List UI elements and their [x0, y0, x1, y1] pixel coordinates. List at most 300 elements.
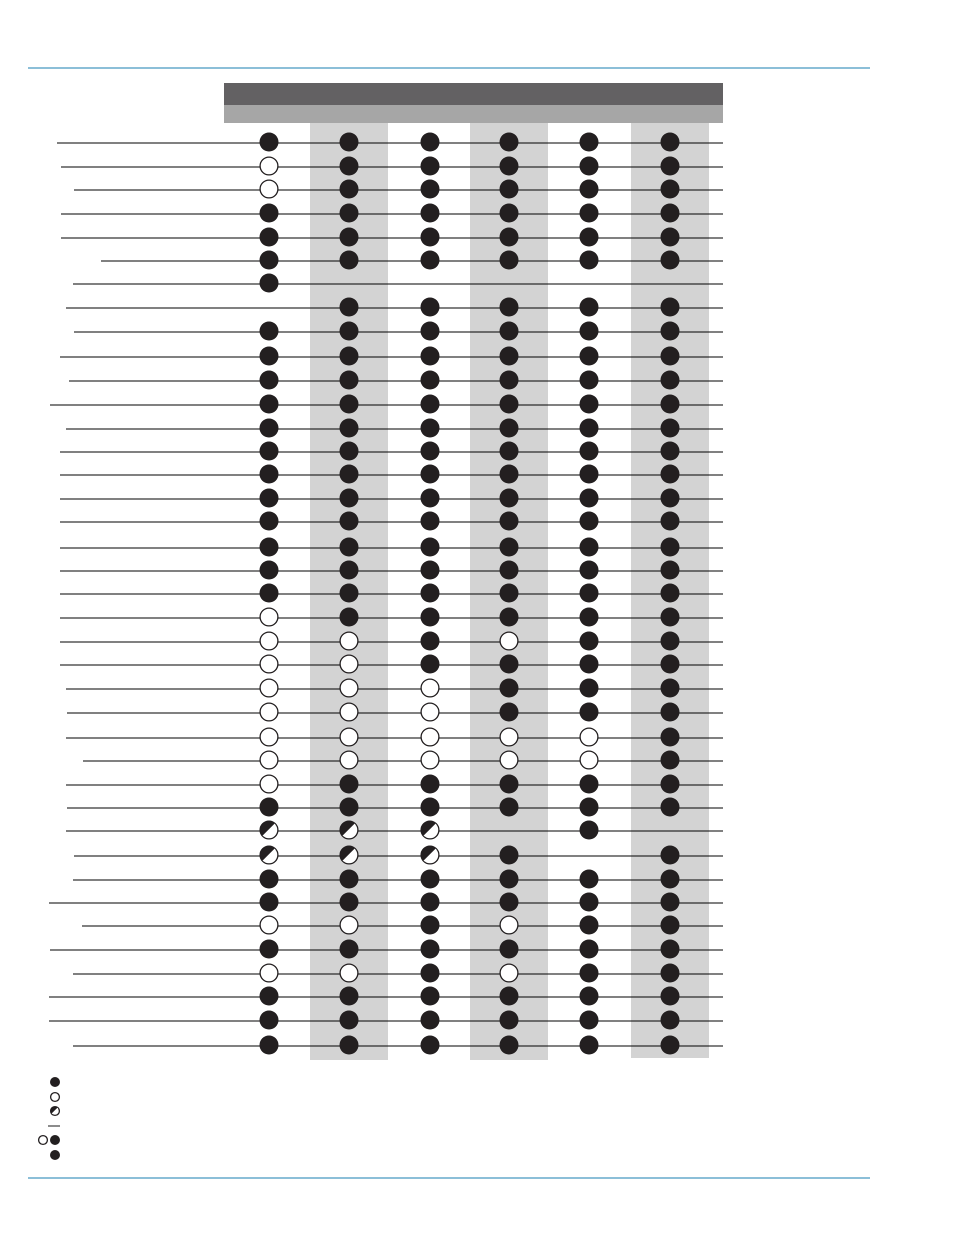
dot-fill — [500, 133, 519, 152]
empty-dot-icon — [340, 632, 358, 650]
filled-dot-icon — [580, 347, 599, 366]
filled-dot-icon — [580, 703, 599, 722]
filled-dot-icon — [340, 893, 359, 912]
dot-fill — [421, 251, 440, 270]
filled-dot-icon — [580, 775, 599, 794]
filled-dot-icon — [500, 870, 519, 889]
dot-outline — [340, 964, 358, 982]
dot-fill — [500, 442, 519, 461]
dot-fill — [661, 987, 680, 1006]
dot-fill — [340, 228, 359, 247]
dot-outline — [260, 751, 278, 769]
dot-fill — [500, 465, 519, 484]
dot-fill — [580, 1036, 599, 1055]
filled-dot-icon — [421, 298, 440, 317]
dot-fill — [580, 821, 599, 840]
matrix-row — [60, 347, 723, 366]
dot-fill — [580, 157, 599, 176]
dot-outline — [500, 751, 518, 769]
dot-fill — [580, 655, 599, 674]
filled-dot-icon — [421, 465, 440, 484]
matrix-row — [82, 916, 723, 935]
filled-dot-icon — [421, 584, 440, 603]
filled-dot-icon — [260, 798, 279, 817]
dot-fill — [260, 987, 279, 1006]
filled-dot-icon — [340, 940, 359, 959]
dot-fill — [661, 964, 680, 983]
dot-fill — [500, 228, 519, 247]
filled-dot-icon — [340, 870, 359, 889]
legend — [39, 1077, 60, 1160]
empty-dot-icon — [340, 728, 358, 746]
dot-fill — [661, 395, 680, 414]
dot-fill — [421, 157, 440, 176]
filled-dot-icon — [500, 251, 519, 270]
dot-fill — [661, 180, 680, 199]
filled-dot-icon — [421, 395, 440, 414]
dot-outline — [51, 1093, 60, 1102]
matrix-row — [66, 821, 723, 840]
filled-dot-icon — [500, 157, 519, 176]
dot-fill — [421, 489, 440, 508]
filled-dot-icon — [421, 157, 440, 176]
filled-dot-icon — [421, 1011, 440, 1030]
dot-fill — [421, 298, 440, 317]
dot-fill — [661, 347, 680, 366]
dot-fill — [260, 465, 279, 484]
dot-fill — [661, 751, 680, 770]
legend-item — [39, 1135, 60, 1145]
dot-outline — [340, 632, 358, 650]
dot-fill — [340, 538, 359, 557]
dot-fill — [580, 632, 599, 651]
dot-fill — [340, 798, 359, 817]
dot-fill — [421, 204, 440, 223]
dot-fill — [340, 395, 359, 414]
dot-outline — [340, 728, 358, 746]
filled-dot-icon — [500, 775, 519, 794]
filled-dot-icon — [340, 561, 359, 580]
dot-fill — [661, 655, 680, 674]
matrix-row — [83, 751, 723, 770]
dot-fill — [661, 584, 680, 603]
matrix-row — [60, 584, 723, 603]
filled-dot-icon — [580, 1036, 599, 1055]
filled-dot-icon — [580, 1011, 599, 1030]
filled-dot-icon — [500, 371, 519, 390]
filled-dot-icon — [421, 204, 440, 223]
filled-dot-icon — [500, 465, 519, 484]
filled-dot-icon — [580, 538, 599, 557]
dot-outline — [260, 728, 278, 746]
dot-fill — [500, 489, 519, 508]
dot-outline — [260, 703, 278, 721]
filled-dot-icon — [260, 419, 279, 438]
dot-fill — [421, 1011, 440, 1030]
filled-dot-icon — [421, 632, 440, 651]
dot-fill — [580, 512, 599, 531]
dot-fill — [500, 846, 519, 865]
empty-dot-icon — [260, 157, 278, 175]
matrix-row — [60, 465, 723, 484]
dot-fill — [421, 893, 440, 912]
empty-dot-icon — [260, 655, 278, 673]
dot-fill — [500, 561, 519, 580]
dot-fill — [580, 251, 599, 270]
empty-dot-icon — [421, 703, 439, 721]
filled-dot-icon — [661, 204, 680, 223]
dot-fill — [661, 703, 680, 722]
dot-fill — [500, 322, 519, 341]
dot-outline — [421, 751, 439, 769]
dot-fill — [421, 538, 440, 557]
dot-fill — [661, 1036, 680, 1055]
dot-fill — [661, 512, 680, 531]
filled-dot-icon — [421, 322, 440, 341]
dot-fill — [421, 395, 440, 414]
matrix-row — [74, 846, 723, 865]
matrix-row — [67, 703, 723, 722]
filled-dot-icon — [661, 775, 680, 794]
filled-dot-icon — [580, 987, 599, 1006]
dot-fill — [500, 775, 519, 794]
half-filled-dot-icon — [260, 846, 278, 864]
filled-dot-icon — [340, 133, 359, 152]
filled-dot-icon — [661, 395, 680, 414]
filled-dot-icon — [661, 371, 680, 390]
filled-dot-icon — [500, 608, 519, 627]
filled-dot-icon — [340, 489, 359, 508]
dot-fill — [661, 489, 680, 508]
empty-dot-icon — [340, 964, 358, 982]
filled-dot-icon — [340, 371, 359, 390]
dot-fill — [340, 893, 359, 912]
empty-dot-icon — [500, 728, 518, 746]
dot-fill — [340, 347, 359, 366]
filled-dot-icon — [421, 608, 440, 627]
empty-dot-icon — [51, 1093, 60, 1102]
filled-dot-icon — [260, 347, 279, 366]
filled-dot-icon — [661, 893, 680, 912]
dot-fill — [500, 584, 519, 603]
filled-dot-icon — [421, 512, 440, 531]
empty-dot-icon — [500, 916, 518, 934]
dot-fill — [421, 775, 440, 794]
legend-item — [51, 1107, 60, 1116]
filled-dot-icon — [661, 489, 680, 508]
filled-dot-icon — [500, 584, 519, 603]
matrix-row — [60, 561, 723, 580]
filled-dot-icon — [661, 1011, 680, 1030]
dot-outline — [340, 916, 358, 934]
filled-dot-icon — [580, 798, 599, 817]
filled-dot-icon — [580, 228, 599, 247]
dot-fill — [661, 608, 680, 627]
filled-dot-icon — [500, 798, 519, 817]
filled-dot-icon — [340, 204, 359, 223]
filled-dot-icon — [421, 561, 440, 580]
filled-dot-icon — [260, 561, 279, 580]
dot-fill — [500, 157, 519, 176]
filled-dot-icon — [661, 347, 680, 366]
dot-fill — [500, 512, 519, 531]
filled-dot-icon — [500, 846, 519, 865]
filled-dot-icon — [340, 987, 359, 1006]
filled-dot-icon — [580, 893, 599, 912]
matrix-row — [61, 204, 723, 223]
matrix-row — [60, 442, 723, 461]
dot-fill — [260, 347, 279, 366]
dot-fill — [260, 251, 279, 270]
filled-dot-icon — [340, 419, 359, 438]
filled-dot-icon — [580, 465, 599, 484]
filled-dot-icon — [260, 228, 279, 247]
empty-dot-icon — [260, 679, 278, 697]
dot-fill — [340, 489, 359, 508]
empty-dot-icon — [580, 751, 598, 769]
half-filled-dot-icon — [340, 821, 358, 839]
filled-dot-icon — [260, 1011, 279, 1030]
filled-dot-icon — [661, 512, 680, 531]
filled-dot-icon — [340, 512, 359, 531]
dot-outline — [580, 728, 598, 746]
dot-outline — [260, 632, 278, 650]
matrix-row — [73, 274, 723, 293]
dot-outline — [260, 775, 278, 793]
dot-outline — [340, 703, 358, 721]
filled-dot-icon — [580, 180, 599, 199]
dot-fill — [421, 584, 440, 603]
dot-fill — [500, 538, 519, 557]
dot-fill — [421, 632, 440, 651]
filled-dot-icon — [260, 893, 279, 912]
dot-fill — [421, 442, 440, 461]
filled-dot-icon — [260, 204, 279, 223]
filled-dot-icon — [500, 347, 519, 366]
dot-fill — [421, 940, 440, 959]
dot-fill — [260, 584, 279, 603]
filled-dot-icon — [421, 1036, 440, 1055]
filled-dot-icon — [661, 846, 680, 865]
dot-fill — [661, 798, 680, 817]
dot-fill — [580, 987, 599, 1006]
filled-dot-icon — [580, 204, 599, 223]
filled-dot-icon — [500, 419, 519, 438]
dot-fill — [500, 251, 519, 270]
dot-fill — [421, 655, 440, 674]
dot-fill — [421, 916, 440, 935]
dot-fill — [661, 538, 680, 557]
empty-dot-icon — [260, 728, 278, 746]
dot-fill — [421, 322, 440, 341]
matrix-row — [60, 655, 723, 674]
dot-fill — [260, 1011, 279, 1030]
empty-dot-icon — [340, 916, 358, 934]
empty-dot-icon — [580, 728, 598, 746]
dot-fill — [661, 251, 680, 270]
filled-dot-icon — [661, 964, 680, 983]
filled-dot-icon — [580, 632, 599, 651]
filled-dot-icon — [421, 251, 440, 270]
filled-dot-icon — [260, 395, 279, 414]
dot-fill — [661, 775, 680, 794]
filled-dot-icon — [50, 1077, 60, 1087]
filled-dot-icon — [421, 347, 440, 366]
matrix-row — [66, 679, 723, 698]
dot-fill — [340, 870, 359, 889]
filled-dot-icon — [500, 204, 519, 223]
dot-outline — [340, 751, 358, 769]
filled-dot-icon — [421, 940, 440, 959]
filled-dot-icon — [580, 512, 599, 531]
filled-dot-icon — [340, 798, 359, 817]
dot-outline — [421, 728, 439, 746]
filled-dot-icon — [421, 798, 440, 817]
dot-fill — [340, 512, 359, 531]
filled-dot-icon — [500, 679, 519, 698]
dot-fill — [421, 419, 440, 438]
filled-dot-icon — [421, 489, 440, 508]
filled-dot-icon — [500, 940, 519, 959]
filled-dot-icon — [580, 371, 599, 390]
dot-fill — [340, 157, 359, 176]
filled-dot-icon — [580, 395, 599, 414]
filled-dot-icon — [500, 512, 519, 531]
dot-fill — [500, 419, 519, 438]
dot-fill — [580, 489, 599, 508]
dot-outline — [500, 632, 518, 650]
filled-dot-icon — [580, 298, 599, 317]
dot-fill — [421, 964, 440, 983]
empty-dot-icon — [260, 180, 278, 198]
dot-fill — [260, 538, 279, 557]
dot-fill — [580, 442, 599, 461]
legend-item — [51, 1093, 60, 1102]
dot-fill — [580, 298, 599, 317]
dot-outline — [500, 728, 518, 746]
filled-dot-icon — [661, 157, 680, 176]
page-rules — [28, 68, 870, 1178]
dot-fill — [500, 679, 519, 698]
dot-fill — [580, 228, 599, 247]
filled-dot-icon — [661, 442, 680, 461]
filled-dot-icon — [661, 180, 680, 199]
dot-fill — [661, 870, 680, 889]
filled-dot-icon — [421, 180, 440, 199]
filled-dot-icon — [661, 322, 680, 341]
dot-outline — [260, 157, 278, 175]
filled-dot-icon — [260, 371, 279, 390]
filled-dot-icon — [421, 228, 440, 247]
dot-fill — [580, 679, 599, 698]
dot-fill — [421, 512, 440, 531]
dot-fill — [340, 1036, 359, 1055]
dot-fill — [500, 1036, 519, 1055]
matrix-row — [73, 870, 723, 889]
dot-fill — [661, 228, 680, 247]
dot-fill — [580, 870, 599, 889]
dot-fill — [50, 1077, 60, 1087]
filled-dot-icon — [500, 987, 519, 1006]
filled-dot-icon — [421, 870, 440, 889]
dot-outline — [340, 679, 358, 697]
dot-outline — [421, 703, 439, 721]
filled-dot-icon — [340, 1011, 359, 1030]
dot-fill — [661, 298, 680, 317]
dot-outline — [580, 751, 598, 769]
filled-dot-icon — [421, 964, 440, 983]
filled-dot-icon — [260, 489, 279, 508]
empty-dot-icon — [340, 703, 358, 721]
dot-fill — [421, 870, 440, 889]
filled-dot-icon — [260, 465, 279, 484]
filled-dot-icon — [661, 251, 680, 270]
filled-dot-icon — [260, 987, 279, 1006]
filled-dot-icon — [421, 916, 440, 935]
dot-fill — [260, 489, 279, 508]
filled-dot-icon — [580, 940, 599, 959]
table-header-band — [224, 83, 723, 123]
empty-dot-icon — [421, 728, 439, 746]
matrix-row — [74, 180, 723, 199]
dot-fill — [260, 371, 279, 390]
dot-fill — [340, 419, 359, 438]
dot-fill — [260, 893, 279, 912]
filled-dot-icon — [580, 870, 599, 889]
filled-dot-icon — [500, 1011, 519, 1030]
filled-dot-icon — [580, 655, 599, 674]
dot-fill — [580, 561, 599, 580]
empty-dot-icon — [260, 632, 278, 650]
filled-dot-icon — [661, 632, 680, 651]
half-filled-dot-icon — [340, 846, 358, 864]
dot-outline — [260, 608, 278, 626]
dot-fill — [340, 608, 359, 627]
half-filled-dot-icon — [260, 821, 278, 839]
matrix-row — [66, 728, 723, 747]
filled-dot-icon — [340, 442, 359, 461]
half-filled-dot-icon — [421, 846, 439, 864]
dot-fill — [580, 1011, 599, 1030]
filled-dot-icon — [661, 228, 680, 247]
filled-dot-icon — [500, 561, 519, 580]
dot-fill — [580, 893, 599, 912]
filled-dot-icon — [260, 251, 279, 270]
dot-fill — [580, 347, 599, 366]
dot-fill — [340, 465, 359, 484]
filled-dot-icon — [580, 419, 599, 438]
filled-dot-icon — [340, 465, 359, 484]
empty-dot-icon — [39, 1136, 48, 1145]
filled-dot-icon — [260, 274, 279, 293]
filled-dot-icon — [580, 489, 599, 508]
filled-dot-icon — [661, 679, 680, 698]
matrix-row — [60, 538, 723, 557]
matrix-row — [57, 133, 723, 152]
matrix-row — [73, 1036, 723, 1055]
dot-fill — [340, 584, 359, 603]
dot-fill — [421, 228, 440, 247]
header-band-dark — [224, 83, 723, 105]
dot-fill — [421, 133, 440, 152]
filled-dot-icon — [260, 442, 279, 461]
empty-dot-icon — [421, 679, 439, 697]
matrix-row — [61, 228, 723, 247]
dot-fill — [421, 561, 440, 580]
filled-dot-icon — [50, 1135, 60, 1145]
dot-fill — [661, 561, 680, 580]
filled-dot-icon — [340, 395, 359, 414]
